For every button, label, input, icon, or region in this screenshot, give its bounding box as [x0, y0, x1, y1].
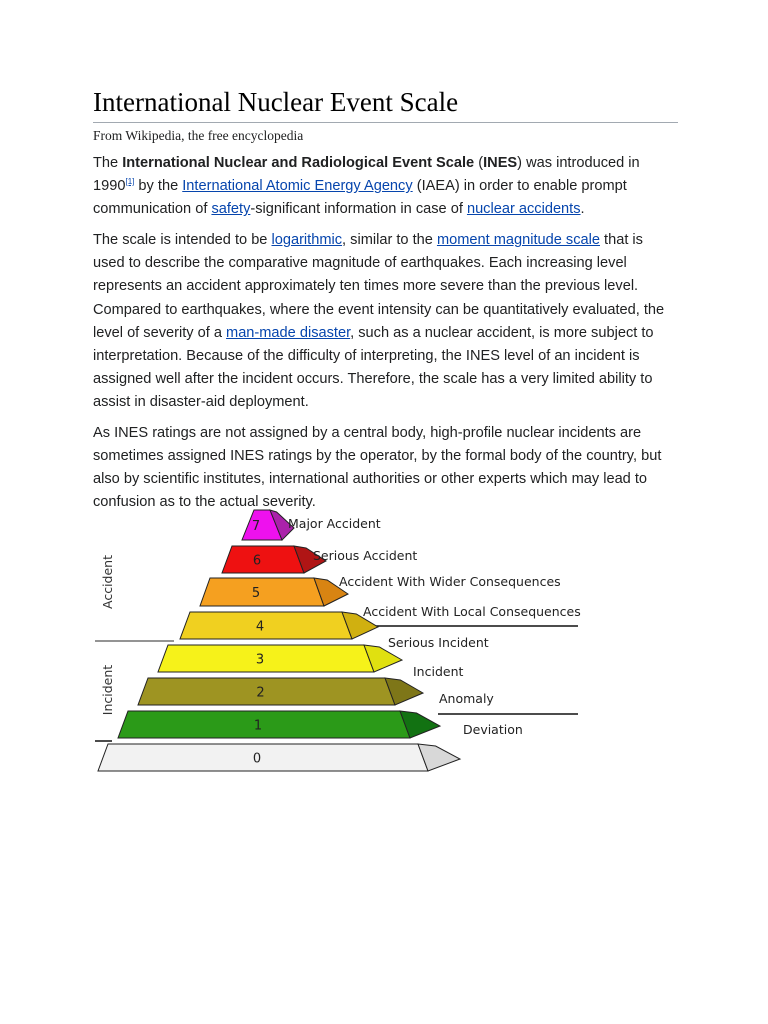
pyramid-level-4: [180, 612, 352, 639]
pyramid-level-label: Accident With Wider Consequences: [339, 574, 561, 589]
pyramid-level-1: [118, 711, 410, 738]
text: , such as a nuclear accident, is more subject to interpretation. Because of the difficulty of interpreting, the INES level of an incident is assigned well after the incident occurs. Therefore, the scale has a very limited ability to assist in disaster-aid deployment.: [93, 324, 654, 410]
pyramid-level-5: [200, 578, 324, 606]
reference-link[interactable]: [1]: [125, 177, 135, 187]
link-logarithmic[interactable]: logarithmic: [271, 232, 343, 249]
pyramid-level-label: Major Accident: [288, 516, 381, 531]
side-label-accident: Accident: [100, 555, 115, 609]
link-iaea[interactable]: International Atomic Energy Agency: [182, 178, 413, 195]
pyramid-level-label: Serious Accident: [313, 548, 418, 563]
text: that is used to describe the comparative magnitude of earthquakes. Each increasing level represents an accident approximately ten times more severe than the previous level. Compared to earthquakes, where the event intensity can be quantitatively evaluated, the level of severity of a: [93, 232, 665, 341]
page-title: International Nuclear Event Scale: [93, 86, 678, 123]
pyramid-level-number: 3: [255, 652, 265, 668]
text: -significant information in case of: [250, 201, 467, 218]
side-label-incident: Incident: [100, 664, 115, 716]
link-nuclear-accidents[interactable]: nuclear accidents: [466, 201, 581, 218]
text: (: [474, 155, 484, 171]
text: The: [93, 155, 123, 171]
pyramid-level-label: Anomaly: [439, 691, 494, 706]
link-moment-magnitude-scale[interactable]: moment magnitude scale: [436, 232, 600, 249]
pyramid-level-label: Accident With Local Consequences: [363, 604, 581, 619]
link-man-made-disaster[interactable]: man-made disaster: [226, 324, 351, 341]
bold-term: International Nuclear and Radiological Event Scale: [122, 155, 475, 171]
text: ) was introduced in 1990: [93, 155, 640, 195]
pyramid-level-label: Incident: [413, 664, 464, 679]
pyramid-level-label: Deviation: [463, 722, 523, 737]
text: .: [580, 201, 585, 218]
text: , similar to the: [342, 232, 437, 249]
pyramid-level-number: 1: [253, 718, 263, 734]
paragraph-intro: [93, 152, 678, 221]
pyramid-level-0: [98, 744, 428, 771]
pyramid-level-2: [138, 678, 395, 705]
pyramid-level-number: 0: [252, 751, 262, 767]
pyramid-level-number: 6: [252, 553, 262, 569]
bold-abbreviation: INES: [483, 155, 518, 171]
pyramid-level-6: [222, 546, 304, 573]
text: The scale is intended to be: [93, 232, 272, 249]
text: by the: [134, 178, 183, 195]
pyramid-level-label: Serious Incident: [388, 635, 489, 650]
link-safety[interactable]: safety: [211, 201, 251, 218]
pyramid-level-number: 2: [256, 685, 265, 701]
pyramid-level-number: 7: [251, 519, 261, 534]
article: [93, 86, 678, 522]
paragraph-ratings: As INES ratings are not assigned by a central body, high-profile nuclear incidents are sometimes assigned INES ratings by the operator, by the formal body of the country, but also by scientific institutes, international authorities or other experts which may lead to confusion as to the actual severity.: [93, 425, 662, 511]
pyramid-level-number: 4: [255, 619, 265, 635]
pyramid-level-number: 5: [251, 586, 261, 601]
pyramid-level-3: [158, 645, 374, 672]
ines-pyramid-diagram: [90, 508, 590, 778]
paragraph-scale: [93, 229, 678, 414]
tagline: From Wikipedia, the free encyclopedia: [93, 128, 304, 143]
text: (IAEA) in order to enable prompt communication of: [93, 178, 627, 218]
